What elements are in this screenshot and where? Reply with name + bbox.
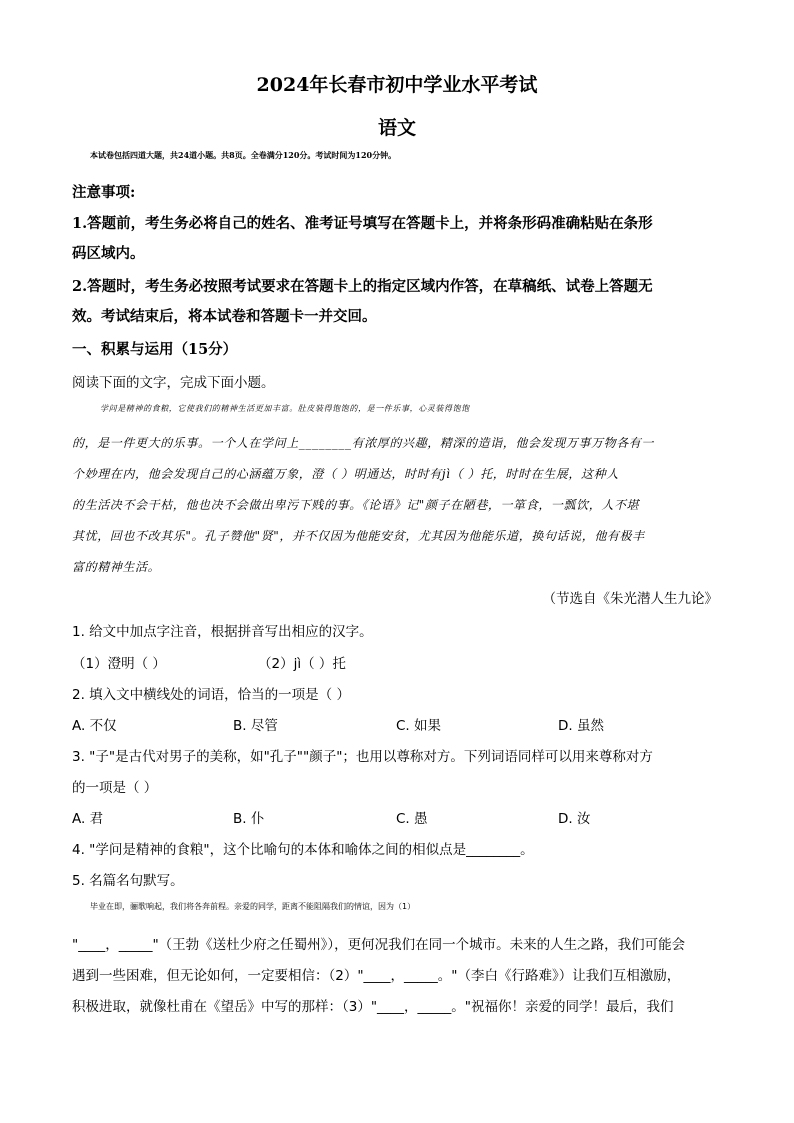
question-3-option-a: A. 君 (72, 811, 104, 827)
passage-line: 富的精神生活。 (72, 560, 161, 574)
notice-2-line-2: 效。考试结束后，将本试卷和答题卡一并交回。 (72, 308, 377, 325)
exam-subject: 语文 (377, 117, 416, 139)
notice-heading: 注意事项: (72, 184, 136, 201)
exam-summary: 本试卷包括四道大题，共24道小题。共8页。全卷满分120分。考试时间为120分钟。 (90, 150, 397, 160)
passage-line: 的，是一件更大的乐事。一个人在学问上________有浓厚的兴趣，精深的造诣，他会发现万事万物各有一 (72, 436, 655, 450)
question-4: 4. "学问是精神的食粮"，这个比喻句的本体和喻体之间的相似点是________。 (72, 842, 534, 858)
question-2: 2. 填入文中横线处的词语，恰当的一项是（ ） (72, 687, 350, 703)
passage-line: 学问是精神的食粮，它使我们的精神生活更加丰富。肚皮装得饱饱的，是一件乐事，心灵装得饱饱 (100, 404, 470, 413)
dictation-line: 毕业在即，骊歌响起，我们将各奔前程。亲爱的同学，距离不能阻隔我们的情谊，因为（1） (90, 902, 416, 911)
question-3-option-c: C. 愚 (396, 811, 428, 827)
exam-title: 2024年长春市初中学业水平考试 (256, 74, 538, 96)
passage-line: 其忧，回也不改其乐"。孔子赞他"贤"，并不仅因为他能安贫，尤其因为他能乐道，换句话说，他有极丰 (72, 529, 645, 543)
reading-instruction: 阅读下面的文字，完成下面小题。 (72, 375, 275, 391)
question-2-option-c: C. 如果 (396, 718, 442, 734)
question-2-option-d: D. 虽然 (558, 718, 604, 734)
passage-line: 个妙理在内，他会发现自己的心涵蕴万象，澄（ ）明通达，时时有jì（ ）托，时时在生展，这种人 (72, 467, 619, 481)
question-3-option-b: B. 仆 (233, 811, 265, 827)
question-5: 5. 名篇名句默写。 (72, 873, 184, 889)
section-heading: 一、积累与运用（15分） (72, 341, 238, 358)
notice-2-line-1: 2.答题时，考生务必按照考试要求在答题卡上的指定区域内作答，在草稿纸、试卷上答题无 (72, 278, 653, 295)
dictation-line: 遇到一些困难，但无论如何，一定要相信：（2）"____，_____。"（李白《行路难》）让我们互相激励， (72, 968, 681, 984)
notice-1-line-1: 1.答题前，考生务必将自己的姓名、准考证号填写在答题卡上，并将条形码准确粘贴在条形 (72, 215, 653, 232)
question-2-option-a: A. 不仅 (72, 718, 117, 734)
question-1-part-2: （2）jì（ ）托 (258, 656, 346, 672)
question-2-option-b: B. 尽管 (233, 718, 278, 734)
passage-line: 的生活决不会干枯，他也决不会做出卑污下贱的事。《论语》记"颜子在陋巷，一箪食，一瓢饮，人不堪 (72, 498, 640, 512)
dictation-line: 积极进取，就像杜甫在《望岳》中写的那样：（3）"____，_____。"祝福你！亲爱的同学！最后，我们 (72, 999, 674, 1015)
question-3-line-1: 3. "子"是古代对男子的美称，如"孔子""颜子"；也用以尊称对方。下列词语同样可以用来尊称对方 (72, 749, 653, 765)
question-3-line-2: 的一项是（ ） (72, 780, 158, 796)
question-1-part-1: （1）澄明（ ） (72, 656, 166, 672)
question-1: 1. 给文中加点字注音，根据拼音写出相应的汉字。 (72, 624, 373, 640)
notice-1-line-2: 码区域内。 (72, 245, 145, 262)
question-3-option-d: D. 汝 (558, 811, 591, 827)
passage-source: （节选自《朱光潜人生九论》 (542, 591, 718, 607)
dictation-line: "____，_____"（王勃《送杜少府之任蜀州》），更何况我们在同一个城市。未来的人生之路，我们可能会 (72, 937, 686, 953)
